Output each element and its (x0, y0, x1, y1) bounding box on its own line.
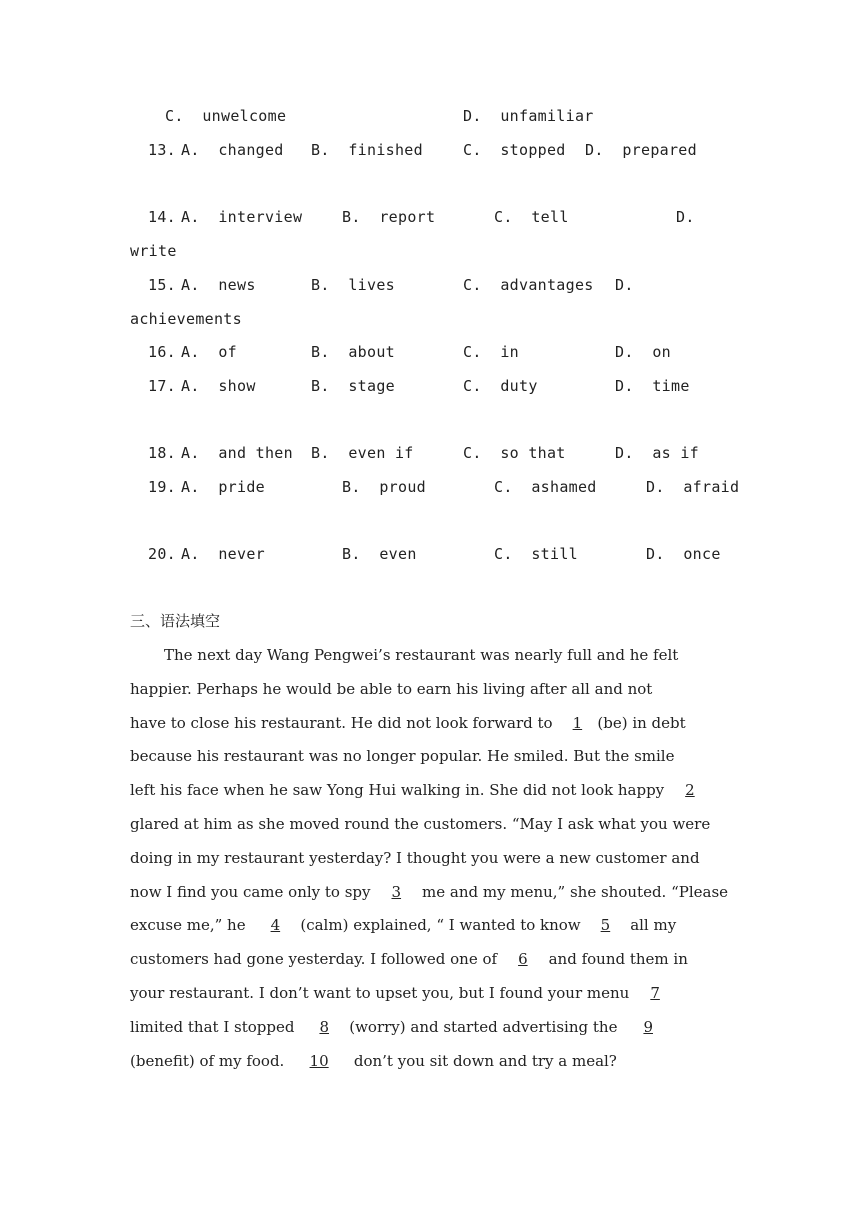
passage-line (130, 943, 732, 977)
blank-8: 8 (319, 1017, 329, 1036)
passage-text: and found them in (543, 950, 688, 969)
passage-line (130, 909, 732, 943)
passage-text: limited that I stopped (130, 1017, 300, 1036)
option-16-d: D. on (615, 343, 671, 361)
passage-text: have to close his restaurant. He did not look forward to (130, 713, 558, 732)
blank-10: 10 (309, 1051, 329, 1070)
passage-text: left his face when he saw Yong Hui walking in. She did not look happy (130, 781, 669, 800)
option-13-a: A. changed (181, 141, 284, 159)
option-17-a: A. show (181, 377, 256, 395)
option-17-d: D. time (615, 377, 690, 395)
option-19-a: A. pride (181, 478, 265, 496)
option-13-d: D. prepared (585, 141, 697, 159)
blank-1: 1 (572, 713, 583, 732)
question-number-13: 13. (148, 141, 176, 159)
blank-9: 9 (643, 1017, 653, 1036)
passage-line: glared at him as she moved round the customers. “May I ask what you were (130, 814, 711, 833)
option-17-c: C. duty (463, 377, 538, 395)
option-18-a: A. and then (181, 444, 293, 462)
passage-text: now I find you came only to spy (130, 882, 376, 901)
option-19-d: D. afraid (646, 478, 740, 496)
question-number-14: 14. (148, 208, 176, 226)
passage-text: (worry) and started advertising the (349, 1017, 623, 1036)
passage-line (130, 1011, 732, 1045)
option-16-b: B. about (311, 343, 395, 361)
passage-text: me and my menu,” she shouted. “Please (417, 882, 729, 901)
option-15-c: C. advantages (463, 276, 594, 294)
option-12-d: D. unfamiliar (463, 107, 594, 125)
passage-line (130, 774, 732, 808)
blank-4: 4 (270, 916, 281, 935)
passage-line (130, 707, 732, 741)
passage-text: customers had gone yesterday. I followed one of (130, 950, 502, 969)
passage-text: (calm) explained, “ I wanted to know (300, 916, 586, 935)
option-15-b: B. lives (311, 276, 395, 294)
option-20-b: B. even (342, 545, 417, 563)
blank-7: 7 (650, 983, 660, 1002)
passage-text: your restaurant. I don’t want to upset you, but I found your menu (130, 983, 635, 1002)
option-20-c: C. still (494, 545, 578, 563)
blank-3: 3 (391, 882, 402, 901)
option-20-d: D. once (646, 545, 721, 563)
passage-line: doing in my restaurant yesterday? I thought you were a new customer and (130, 848, 700, 867)
passage-line: happier. Perhaps he would be able to earn his living after all and not (130, 679, 653, 698)
option-14-c: C. tell (494, 208, 569, 226)
option-20-a: A. never (181, 545, 265, 563)
option-13-c: C. stopped (463, 141, 566, 159)
option-12-c: C. unwelcome (165, 107, 287, 125)
passage-text: all my (625, 916, 677, 935)
option-16-c: C. in (463, 343, 519, 361)
passage-line (130, 1045, 732, 1079)
option-19-b: B. proud (342, 478, 426, 496)
question-number-15: 15. (148, 276, 176, 294)
option-14-d-text: write (130, 242, 177, 260)
option-14-d: D. (676, 208, 695, 226)
passage (130, 639, 732, 1078)
passage-line: because his restaurant was no longer popular. He smiled. But the smile (130, 747, 675, 766)
option-15-d: D. (615, 276, 634, 294)
option-13-b: B. finished (311, 141, 423, 159)
passage-text: don’t you sit down and try a meal? (349, 1051, 617, 1070)
option-16-a: A. of (181, 343, 237, 361)
section-title: 三、语法填空 (130, 612, 221, 630)
blank-2: 2 (685, 781, 695, 800)
passage-line: The next day Wang Pengwei’s restaurant was nearly full and he felt (164, 646, 679, 664)
question-number-17: 17. (148, 377, 176, 395)
blank-6: 6 (518, 950, 528, 969)
passage-line (130, 876, 732, 910)
passage-text: (be) in debt (597, 713, 686, 732)
option-14-a: A. interview (181, 208, 303, 226)
question-number-16: 16. (148, 343, 176, 361)
option-14-b: B. report (342, 208, 436, 226)
blank-5: 5 (600, 916, 611, 935)
passage-text: (benefit) of my food. (130, 1051, 290, 1070)
question-number-18: 18. (148, 444, 176, 462)
option-18-b: B. even if (311, 444, 414, 462)
option-18-d: D. as if (615, 444, 699, 462)
option-17-b: B. stage (311, 377, 395, 395)
option-18-c: C. so that (463, 444, 566, 462)
option-19-c: C. ashamed (494, 478, 597, 496)
option-15-d-text: achievements (130, 310, 242, 328)
question-number-19: 19. (148, 478, 176, 496)
option-15-a: A. news (181, 276, 256, 294)
passage-line (130, 977, 732, 1011)
passage-text: excuse me,” he (130, 916, 251, 935)
question-number-20: 20. (148, 545, 176, 563)
